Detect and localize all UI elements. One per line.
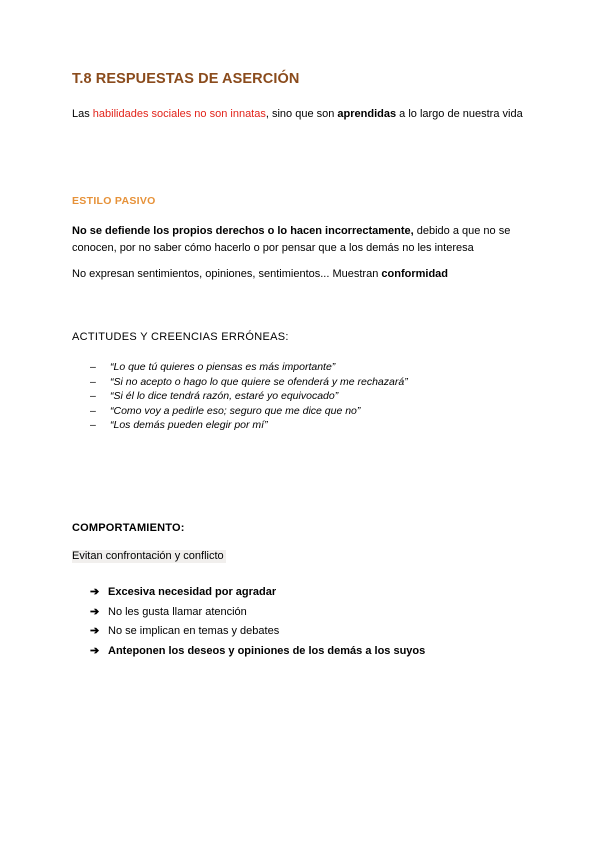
- behavior-text: Excesiva necesidad por agradar: [108, 586, 277, 598]
- list-item: [90, 642, 425, 662]
- arrow-right-icon: ➔: [90, 586, 100, 598]
- behavior-text: No les gusta llamar atención: [108, 605, 247, 618]
- behavior-text: Anteponen los deseos y opiniones de los demás a los suyos: [108, 644, 426, 657]
- intro-paragraph: [72, 108, 523, 120]
- list-item: [90, 360, 408, 375]
- attitude-text: “Como voy a pedirle eso; seguro que me dice que no”: [110, 404, 361, 417]
- intro-text-2: , sino que son: [265, 108, 338, 120]
- passive-definition-paragraph: [72, 223, 532, 257]
- list-item: [90, 603, 425, 623]
- list-item: [90, 389, 408, 404]
- arrow-right-icon: ➔: [90, 644, 100, 657]
- behavior-text: No se implican en temas y debates: [108, 625, 280, 637]
- list-item: [90, 622, 425, 642]
- arrow-right-icon: ➔: [90, 605, 100, 618]
- intro-text-3: a lo largo de nuestra vida: [396, 108, 523, 120]
- passive-definition-rest: debido a que no se conocen, por no saber cómo hacerlo o por pensar que a los demás no les interesa: [72, 225, 511, 254]
- intro-highlight: habilidades sociales no son innatas: [92, 108, 266, 120]
- attitude-text: “Si no acepto o hago lo que quiere se ofenderá y me rechazará”: [110, 375, 408, 388]
- avoid-conflict-text: Evitan confrontación y conflicto: [72, 550, 224, 562]
- list-item: [90, 583, 425, 603]
- list-item: [90, 404, 408, 419]
- conformity-text: No expresan sentimientos, opiniones, sentimientos... Muestran: [72, 268, 382, 280]
- attitudes-list: [90, 360, 408, 433]
- dash-marker: –: [90, 390, 96, 402]
- arrow-right-icon: ➔: [90, 625, 100, 637]
- conformity-bold: conformidad: [381, 268, 449, 280]
- behavior-list: [90, 583, 425, 661]
- dash-marker: –: [90, 404, 96, 417]
- attitudes-heading: ACTITUDES Y CREENCIAS ERRÓNEAS:: [72, 331, 289, 343]
- dash-marker: –: [90, 419, 96, 431]
- passive-definition-bold: No se defiende los propios derechos o lo hacen incorrectamente,: [72, 225, 414, 237]
- section-heading: ESTILO PASIVO: [72, 195, 156, 207]
- attitude-text: “Los demás pueden elegir por mí”: [110, 419, 268, 431]
- attitude-text: “Lo que tú quieres o piensas es más importante”: [110, 361, 336, 373]
- dash-marker: –: [90, 361, 96, 373]
- attitude-text: “Si él lo dice tendrá razón, estaré yo equivocado”: [110, 390, 339, 402]
- intro-text-1: Las: [72, 108, 93, 120]
- page-title: T.8 RESPUESTAS DE ASERCIÓN: [72, 71, 300, 87]
- intro-bold: aprendidas: [337, 108, 397, 120]
- conformity-paragraph: [72, 268, 448, 280]
- list-item: [90, 418, 408, 433]
- list-item: [90, 375, 408, 390]
- dash-marker: –: [90, 375, 96, 388]
- behavior-heading: COMPORTAMIENTO:: [72, 522, 185, 534]
